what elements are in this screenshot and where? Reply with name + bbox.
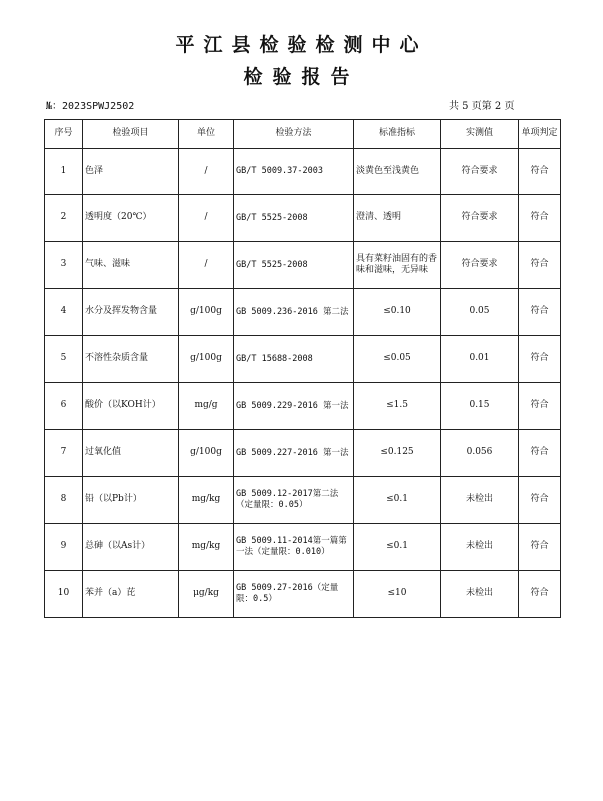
- row-item: 水分及挥发物含量: [83, 289, 179, 336]
- row-number: 2: [45, 195, 83, 242]
- row-unit: g/100g: [179, 430, 234, 477]
- row-number: 5: [45, 336, 83, 383]
- table-row: [45, 383, 561, 430]
- col-header-item: 检验项目: [83, 120, 179, 149]
- row-verdict: 符合: [519, 571, 561, 618]
- row-method: GB 5009.227-2016 第一法: [234, 430, 354, 477]
- row-unit: mg/kg: [179, 524, 234, 571]
- row-verdict: 符合: [519, 524, 561, 571]
- row-verdict: 符合: [519, 195, 561, 242]
- row-unit: g/100g: [179, 336, 234, 383]
- row-standard: ≤1.5: [354, 383, 441, 430]
- row-measured: 符合要求: [441, 242, 519, 289]
- row-item: 总砷（以As计）: [83, 524, 179, 571]
- row-standard: ≤0.05: [354, 336, 441, 383]
- row-method: GB/T 5009.37-2003: [234, 149, 354, 195]
- row-verdict: 符合: [519, 383, 561, 430]
- row-number: 4: [45, 289, 83, 336]
- row-verdict: 符合: [519, 477, 561, 524]
- org-title: 平江县检验检测中心: [175, 34, 428, 56]
- row-item: 透明度（20℃）: [83, 195, 179, 242]
- row-unit: mg/g: [179, 383, 234, 430]
- row-method: GB/T 5525-2008: [234, 242, 354, 289]
- row-number: 10: [45, 571, 83, 618]
- col-header-no: 序号: [45, 120, 83, 149]
- col-header-verdict: 单项判定: [519, 120, 561, 149]
- row-measured: 未检出: [441, 571, 519, 618]
- row-method: GB/T 15688-2008: [234, 336, 354, 383]
- row-measured: 0.01: [441, 336, 519, 383]
- row-method: GB/T 5525-2008: [234, 195, 354, 242]
- row-standard: 淡黄色至浅黄色: [354, 149, 441, 195]
- row-item: 色泽: [83, 149, 179, 195]
- row-verdict: 符合: [519, 149, 561, 195]
- row-measured: 0.056: [441, 430, 519, 477]
- row-unit: /: [179, 149, 234, 195]
- row-measured: 未检出: [441, 477, 519, 524]
- row-verdict: 符合: [519, 242, 561, 289]
- table-row: [45, 477, 561, 524]
- report-title: 检验报告: [243, 66, 360, 88]
- row-item: 气味、滋味: [83, 242, 179, 289]
- table-row: [45, 524, 561, 571]
- row-item: 酸价（以KOH计）: [83, 383, 179, 430]
- row-standard: ≤0.1: [354, 524, 441, 571]
- row-unit: μg/kg: [179, 571, 234, 618]
- row-number: 9: [45, 524, 83, 571]
- col-header-measured: 实测值: [441, 120, 519, 149]
- row-unit: /: [179, 242, 234, 289]
- row-standard: ≤0.10: [354, 289, 441, 336]
- table-header-row: [45, 120, 561, 149]
- row-unit: /: [179, 195, 234, 242]
- row-unit: g/100g: [179, 289, 234, 336]
- row-item: 苯并（a）芘: [83, 571, 179, 618]
- table-row: [45, 430, 561, 477]
- row-standard: ≤0.1: [354, 477, 441, 524]
- row-method: GB 5009.11-2014第一篇第一法（定量限：0.010）: [234, 524, 354, 571]
- row-measured: 符合要求: [441, 149, 519, 195]
- page-info: 共 5 页第 2 页: [449, 101, 515, 112]
- row-verdict: 符合: [519, 430, 561, 477]
- table-row: [45, 195, 561, 242]
- row-number: 8: [45, 477, 83, 524]
- inspection-table: [44, 119, 561, 618]
- row-item: 过氧化值: [83, 430, 179, 477]
- row-measured: 0.15: [441, 383, 519, 430]
- row-standard: ≤10: [354, 571, 441, 618]
- row-measured: 0.05: [441, 289, 519, 336]
- row-method: GB 5009.12-2017第二法（定量限：0.05）: [234, 477, 354, 524]
- row-number: 3: [45, 242, 83, 289]
- col-header-method: 检验方法: [234, 120, 354, 149]
- row-standard: ≤0.125: [354, 430, 441, 477]
- row-method: GB 5009.229-2016 第一法: [234, 383, 354, 430]
- row-method: GB 5009.236-2016 第二法: [234, 289, 354, 336]
- row-verdict: 符合: [519, 289, 561, 336]
- row-measured: 符合要求: [441, 195, 519, 242]
- row-standard: 澄清、透明: [354, 195, 441, 242]
- table-row: [45, 289, 561, 336]
- table-row: [45, 336, 561, 383]
- row-unit: mg/kg: [179, 477, 234, 524]
- row-number: 6: [45, 383, 83, 430]
- row-item: 不溶性杂质含量: [83, 336, 179, 383]
- table-row: [45, 242, 561, 289]
- row-number: 7: [45, 430, 83, 477]
- row-standard: 具有菜籽油固有的香味和滋味，无异味: [354, 242, 441, 289]
- col-header-unit: 单位: [179, 120, 234, 149]
- row-measured: 未检出: [441, 524, 519, 571]
- table-row: [45, 571, 561, 618]
- table-row: [45, 149, 561, 195]
- row-item: 铅（以Pb计）: [83, 477, 179, 524]
- row-method: GB 5009.27-2016（定量限：0.5）: [234, 571, 354, 618]
- col-header-standard: 标准指标: [354, 120, 441, 149]
- row-verdict: 符合: [519, 336, 561, 383]
- row-number: 1: [45, 149, 83, 195]
- report-number: №：2023SPWJ2502: [46, 101, 135, 112]
